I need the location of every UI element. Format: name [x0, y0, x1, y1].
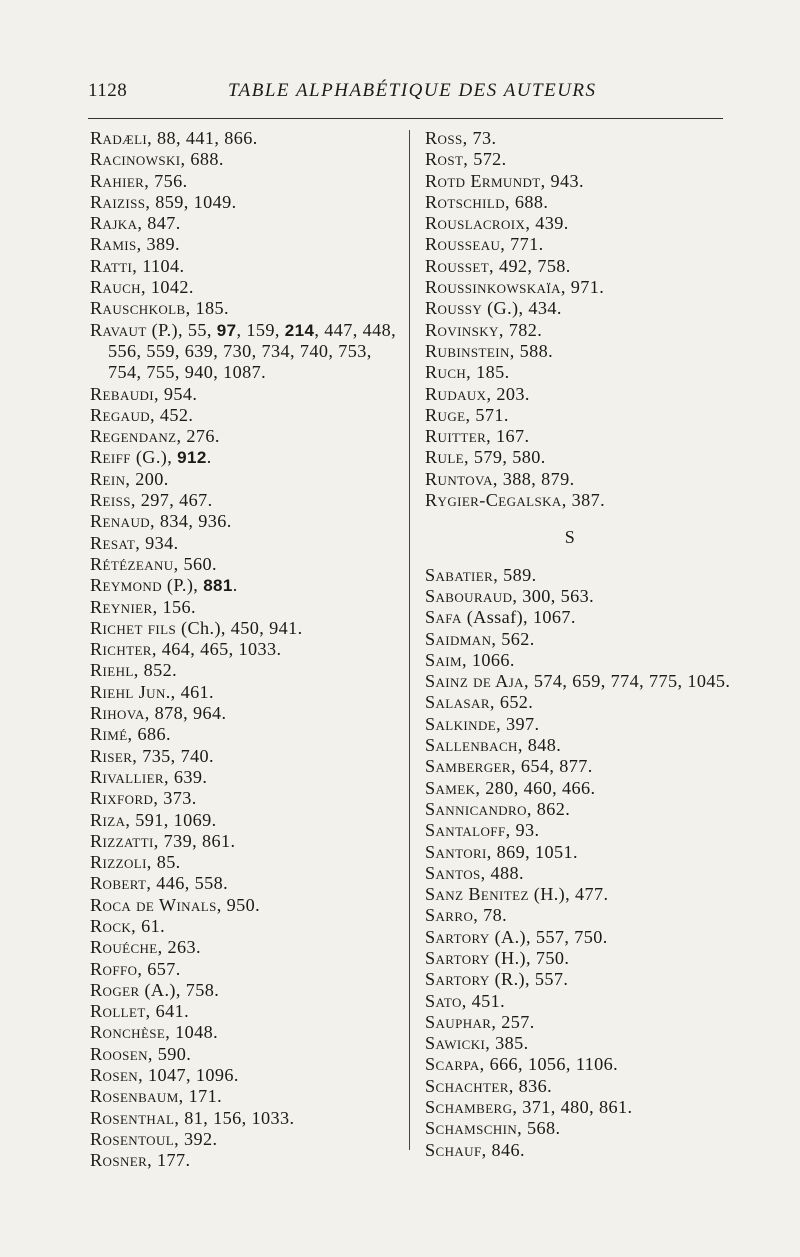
- index-entry: [90, 533, 405, 554]
- s-entries: [425, 565, 735, 1161]
- author-name: Reiss,: [90, 490, 136, 511]
- page-refs: 1104.: [137, 255, 185, 276]
- page-refs: (H.), 477.: [528, 884, 609, 905]
- author-name: Racinowski,: [90, 149, 186, 170]
- index-entry: [425, 969, 735, 990]
- author-name: Rost,: [425, 149, 469, 170]
- page-refs: 735, 740.: [137, 745, 214, 766]
- index-entry: [90, 831, 405, 852]
- page-refs: 492, 758.: [494, 255, 571, 276]
- page-refs: 388, 879.: [497, 468, 575, 489]
- page-number: 1128: [88, 80, 128, 101]
- page-refs: 464, 465, 1033.: [156, 639, 282, 660]
- page-refs: 848.: [522, 735, 562, 756]
- page-refs: 1047, 1096.: [143, 1065, 239, 1086]
- author-name: Rule,: [425, 447, 469, 468]
- index-entry: [90, 937, 405, 958]
- author-name: Rein,: [90, 468, 131, 489]
- author-name: Rahier,: [90, 170, 150, 191]
- author-name: Ronchèse,: [90, 1022, 171, 1043]
- author-name: Rajka,: [90, 213, 143, 234]
- index-entry: [425, 128, 735, 149]
- author-name: Reymond: [90, 575, 162, 596]
- page-refs: 878, 964.: [149, 703, 227, 724]
- author-name: Schamschin,: [425, 1118, 523, 1139]
- r-entries: [425, 128, 735, 511]
- index-entry: [425, 842, 735, 863]
- index-entry: [425, 799, 735, 820]
- page-refs: 385.: [490, 1033, 529, 1054]
- page-refs: 657.: [142, 958, 181, 979]
- page-refs: 389.: [141, 234, 180, 255]
- page-refs: 934.: [140, 532, 179, 553]
- author-name: Renaud,: [90, 511, 155, 532]
- author-name: Regendanz,: [90, 426, 182, 447]
- author-name: Sallenbach,: [425, 735, 523, 756]
- author-name: Scarpa,: [425, 1054, 485, 1075]
- page-refs: 847.: [142, 213, 181, 234]
- page-refs: 177.: [152, 1150, 191, 1171]
- index-entry: [90, 192, 405, 213]
- author-name: Santos,: [425, 862, 486, 883]
- index-entry: [90, 1022, 405, 1043]
- author-name: Rosentoul,: [90, 1128, 180, 1149]
- page-refs: 1042.: [145, 277, 194, 298]
- author-name: Rousseau,: [425, 234, 506, 255]
- index-entry: [425, 192, 735, 213]
- page-refs: 185.: [471, 362, 510, 383]
- page-refs: 488.: [485, 862, 524, 883]
- author-name: Richet fils: [90, 617, 177, 638]
- author-name: Ruge,: [425, 404, 471, 425]
- author-name: Rygier-Cegalska,: [425, 490, 567, 511]
- page-refs: 85.: [151, 852, 181, 873]
- page-refs: (Ch.), 450, 941.: [176, 617, 303, 638]
- index-entry: [90, 916, 405, 937]
- page-refs: (A.), 758.: [139, 979, 220, 1000]
- page-refs: 591, 1069.: [130, 809, 217, 830]
- author-name: Roussy: [425, 298, 483, 319]
- bold-ref: 912: [177, 448, 207, 468]
- bold-ref: 214: [284, 320, 315, 340]
- author-name: Roca de Winals,: [90, 894, 222, 915]
- page-refs: 185.: [190, 298, 229, 319]
- index-entry: [425, 884, 735, 905]
- index-entry: [425, 671, 735, 692]
- author-name: Resat,: [90, 532, 141, 553]
- page-refs: 574, 659, 774, 775, 1045.: [528, 671, 731, 692]
- index-entry: [90, 959, 405, 980]
- index-entry: [425, 320, 735, 341]
- index-entry: [425, 586, 735, 607]
- index-entry: [425, 1097, 735, 1118]
- page-refs: 439.: [530, 213, 569, 234]
- author-name: Rubinstein,: [425, 340, 515, 361]
- author-name: Roosen,: [90, 1043, 153, 1064]
- page-refs: 452.: [154, 404, 194, 425]
- author-name: Runtova,: [425, 468, 498, 489]
- index-entry: [90, 490, 405, 511]
- page-refs: 568.: [522, 1118, 561, 1139]
- author-name: Sanz Benitez: [425, 884, 529, 905]
- index-entry: [90, 639, 405, 660]
- page-refs: 579, 580.: [468, 447, 546, 468]
- author-name: Rosenbaum,: [90, 1086, 184, 1107]
- page-refs: 392.: [179, 1128, 218, 1149]
- author-name: Sartory: [425, 926, 490, 947]
- author-name: Rauschkolb,: [90, 298, 191, 319]
- author-name: Roffo,: [90, 958, 143, 979]
- author-name: Rotschild,: [425, 191, 510, 212]
- page-refs: 756.: [149, 170, 188, 191]
- author-name: Ravaut: [90, 319, 147, 340]
- page-refs: 688.: [509, 191, 549, 212]
- index-entry: [90, 597, 405, 618]
- index-entry: [425, 565, 735, 586]
- author-name: Saidman,: [425, 628, 497, 649]
- index-entry: [90, 447, 405, 468]
- index-entry: [90, 234, 405, 255]
- page-refs: 373.: [158, 788, 197, 809]
- author-name: Ruitter,: [425, 426, 492, 447]
- author-name: Riehl,: [90, 660, 139, 681]
- author-name: Rouslacroix,: [425, 213, 531, 234]
- index-entry: [90, 852, 405, 873]
- page-refs: 300, 563.: [517, 585, 595, 606]
- page-refs: , 447, 448, 556, 559, 639, 730, 734, 740, 753, 754, 755, 940, 1087.: [108, 319, 397, 383]
- page-refs: .: [206, 447, 212, 468]
- author-name: Rimé,: [90, 724, 133, 745]
- index-entry: [90, 554, 405, 575]
- author-name: Salkinde,: [425, 713, 502, 734]
- index-entry: [90, 1129, 405, 1150]
- index-entry: [90, 1150, 405, 1171]
- author-name: Schachter,: [425, 1075, 514, 1096]
- index-entry: [425, 1054, 735, 1075]
- index-entry: [90, 405, 405, 426]
- index-entry: [90, 1001, 405, 1022]
- index-entry: [425, 1033, 735, 1054]
- index-entry: [90, 980, 405, 1001]
- index-entry: [425, 469, 735, 490]
- page-refs: 836.: [513, 1075, 553, 1096]
- author-name: Raiziss,: [90, 191, 151, 212]
- page-refs: (R.), 557.: [489, 969, 569, 990]
- author-name: Sannicandro,: [425, 798, 532, 819]
- author-name: Ratti,: [90, 255, 138, 276]
- index-entry: [90, 320, 405, 384]
- page-refs: 782.: [503, 319, 543, 340]
- index-entry: [425, 1140, 735, 1161]
- index-entry: [425, 820, 735, 841]
- index-entry: [425, 692, 735, 713]
- index-entry: [425, 277, 735, 298]
- index-entry: [425, 362, 735, 383]
- index-entry: [90, 767, 405, 788]
- author-name: Rudaux,: [425, 383, 492, 404]
- index-entry: [90, 682, 405, 703]
- page-refs: 589.: [498, 564, 537, 585]
- index-entry: [90, 1108, 405, 1129]
- page-refs: 771.: [505, 234, 544, 255]
- index-entry: [425, 213, 735, 234]
- author-name: Reiff: [90, 447, 131, 468]
- index-entry: [425, 171, 735, 192]
- page-refs: 167.: [491, 426, 530, 447]
- index-entry: [90, 426, 405, 447]
- page-refs: (G.), 434.: [482, 298, 562, 319]
- author-name: Riehl Jun.,: [90, 681, 176, 702]
- author-name: Rouéche,: [90, 937, 163, 958]
- author-name: Sawicki,: [425, 1033, 491, 1054]
- index-entry: [90, 128, 405, 149]
- index-entry: [425, 341, 735, 362]
- index-entry: [90, 895, 405, 916]
- page-refs: 446, 558.: [151, 873, 229, 894]
- index-entry: [425, 650, 735, 671]
- author-name: Safa: [425, 607, 462, 628]
- author-name: Radæli,: [90, 128, 153, 148]
- index-entry: [90, 618, 405, 639]
- author-name: Sartory: [425, 969, 490, 990]
- author-name: Sato,: [425, 990, 467, 1011]
- index-entry: [90, 746, 405, 767]
- author-name: Santaloff,: [425, 820, 511, 841]
- index-entry: [90, 277, 405, 298]
- index-entry: [425, 927, 735, 948]
- index-entry: [90, 1044, 405, 1065]
- index-entry: [425, 149, 735, 170]
- author-name: Rizzatti,: [90, 830, 159, 851]
- page-refs: 81, 156, 1033.: [179, 1107, 295, 1128]
- page-refs: 862.: [531, 798, 571, 819]
- index-entry: [90, 171, 405, 192]
- author-name: Samek,: [425, 777, 481, 798]
- index-entry: [90, 1086, 405, 1107]
- index-entry: [90, 788, 405, 809]
- page-refs: 156.: [157, 596, 196, 617]
- author-name: Rosner,: [90, 1150, 153, 1171]
- index-entry: [425, 714, 735, 735]
- index-entry: [425, 607, 735, 628]
- author-name: Riza,: [90, 809, 131, 830]
- index-entry: [425, 405, 735, 426]
- page-refs: 203.: [491, 383, 530, 404]
- page-refs: , 159,: [236, 319, 285, 340]
- page-refs: 688.: [185, 149, 224, 170]
- page-refs: 171.: [183, 1086, 223, 1107]
- author-name: Rousset,: [425, 255, 494, 276]
- running-title: TABLE ALPHABÉTIQUE DES AUTEURS: [228, 80, 597, 101]
- author-name: Sabouraud,: [425, 585, 518, 606]
- author-name: Rebaudi,: [90, 383, 159, 404]
- page-refs: (A.), 557, 750.: [489, 926, 608, 947]
- author-name: Rollet,: [90, 1001, 151, 1022]
- author-name: Rotd Ermundt,: [425, 170, 546, 191]
- index-entry: [90, 149, 405, 170]
- author-name: Rock,: [90, 915, 137, 936]
- section-letter: S: [564, 527, 576, 548]
- index-entry: [425, 991, 735, 1012]
- author-name: Saim,: [425, 649, 467, 670]
- index-entry: [90, 298, 405, 319]
- page-refs: 943.: [545, 170, 584, 191]
- right-column: [425, 128, 735, 1161]
- index-entry: [425, 863, 735, 884]
- author-name: Santori,: [425, 841, 492, 862]
- author-name: Ross,: [425, 128, 468, 148]
- header-rule: [88, 118, 723, 119]
- page-refs: 93.: [510, 820, 540, 841]
- page-refs: 739, 861.: [158, 830, 236, 851]
- page-refs: 297, 467.: [135, 490, 213, 511]
- index-entry: [425, 1076, 735, 1097]
- page-refs: 859, 1049.: [150, 191, 237, 212]
- index-entry: [425, 234, 735, 255]
- index-entry: [90, 256, 405, 277]
- page-refs: 869, 1051.: [491, 841, 578, 862]
- author-name: Rixford,: [90, 788, 159, 809]
- index-entry: [90, 724, 405, 745]
- page-refs: 397.: [501, 713, 540, 734]
- page-refs: 257.: [496, 1011, 535, 1032]
- left-column: [90, 128, 405, 1172]
- page-refs: 950.: [221, 894, 261, 915]
- author-name: Regaud,: [90, 404, 155, 425]
- author-name: Roger: [90, 979, 140, 1000]
- author-name: Schamberg,: [425, 1097, 518, 1118]
- page-refs: 280, 460, 466.: [480, 777, 596, 798]
- index-entry: [90, 469, 405, 490]
- index-entry: [425, 756, 735, 777]
- author-name: Rétézeanu,: [90, 553, 179, 574]
- page-refs: 572.: [468, 149, 507, 170]
- page-refs: 639.: [168, 766, 208, 787]
- index-entry: [425, 298, 735, 319]
- index-entry: [425, 629, 735, 650]
- page-refs: 1048.: [170, 1022, 219, 1043]
- author-name: Rivallier,: [90, 766, 169, 787]
- author-name: Samberger,: [425, 756, 516, 777]
- author-name: Rosenthal,: [90, 1107, 180, 1128]
- page-refs: 590.: [152, 1043, 192, 1064]
- author-name: Rauch,: [90, 277, 146, 298]
- page-refs: (P.), 55,: [146, 319, 217, 340]
- author-name: Richter,: [90, 639, 157, 660]
- author-name: Sartory: [425, 947, 490, 968]
- index-entry: [425, 490, 735, 511]
- page-refs: 263.: [162, 937, 201, 958]
- index-entry: [425, 1118, 735, 1139]
- page-refs: 560.: [178, 553, 217, 574]
- index-entry: [425, 1012, 735, 1033]
- page-refs: 451.: [466, 990, 506, 1011]
- page-refs: 61.: [136, 915, 166, 936]
- index-entry: [425, 735, 735, 756]
- page-refs: (G.),: [130, 447, 178, 468]
- bold-ref: 881: [203, 576, 233, 596]
- author-name: Roussinkowskaïa,: [425, 277, 566, 298]
- author-name: Sarro,: [425, 905, 479, 926]
- index-entry: [90, 213, 405, 234]
- page-refs: (P.),: [161, 575, 204, 596]
- page-refs: 852.: [138, 660, 178, 681]
- page-refs: 834, 936.: [154, 511, 232, 532]
- page-refs: 641.: [150, 1001, 190, 1022]
- page-refs: .: [232, 575, 238, 596]
- page-refs: 654, 877.: [515, 756, 593, 777]
- column-divider: [409, 130, 410, 1150]
- page-refs: 1066.: [466, 649, 515, 670]
- author-name: Rihova,: [90, 703, 150, 724]
- index-entry: [90, 384, 405, 405]
- bold-ref: 97: [216, 320, 237, 340]
- index-entry: [425, 426, 735, 447]
- page-refs: 971.: [565, 277, 605, 298]
- index-entry: [425, 384, 735, 405]
- author-name: Salasar,: [425, 692, 495, 713]
- page-refs: 461.: [175, 681, 214, 702]
- page-refs: 652.: [494, 692, 534, 713]
- author-name: Reynier,: [90, 596, 158, 617]
- author-name: Rosen,: [90, 1065, 144, 1086]
- author-name: Ramis,: [90, 234, 142, 255]
- page-refs: 686.: [132, 724, 171, 745]
- page-refs: (H.), 750.: [489, 947, 570, 968]
- page-refs: (Assaf), 1067.: [461, 607, 576, 628]
- author-name: Ruch,: [425, 362, 472, 383]
- author-name: Sainz de Aja,: [425, 671, 529, 692]
- author-name: Schauf,: [425, 1139, 487, 1160]
- page-refs: 78.: [478, 905, 508, 926]
- index-entry: [90, 1065, 405, 1086]
- index-entry: [90, 810, 405, 831]
- index-entry: [90, 703, 405, 724]
- author-name: Rizzoli,: [90, 852, 152, 873]
- author-name: Sabatier,: [425, 564, 499, 585]
- index-entry: [90, 511, 405, 532]
- index-entry: [90, 873, 405, 894]
- page-refs: 571.: [470, 404, 509, 425]
- index-entry: [90, 660, 405, 681]
- index-entry: [425, 905, 735, 926]
- index-entry: [425, 447, 735, 468]
- page-refs: 666, 1056, 1106.: [484, 1054, 619, 1075]
- page-refs: 371, 480, 861.: [517, 1097, 633, 1118]
- page-refs: 846.: [486, 1139, 525, 1160]
- page-refs: 562.: [496, 628, 535, 649]
- page-header: [88, 80, 723, 110]
- author-name: Rovinsky,: [425, 319, 504, 340]
- author-name: Riser,: [90, 745, 138, 766]
- page-refs: 200.: [130, 468, 169, 489]
- page-refs: 88, 441, 866.: [152, 128, 258, 148]
- page-refs: 387.: [566, 490, 606, 511]
- author-name: Robert,: [90, 873, 152, 894]
- page-refs: 588.: [514, 340, 554, 361]
- index-entry: [425, 948, 735, 969]
- index-entry: [425, 256, 735, 277]
- page-refs: 954.: [158, 383, 198, 404]
- index-entry: [90, 575, 405, 596]
- index-entry: [425, 778, 735, 799]
- page-refs: 73.: [467, 128, 497, 148]
- page-refs: 276.: [181, 426, 220, 447]
- author-name: Sauphar,: [425, 1011, 497, 1032]
